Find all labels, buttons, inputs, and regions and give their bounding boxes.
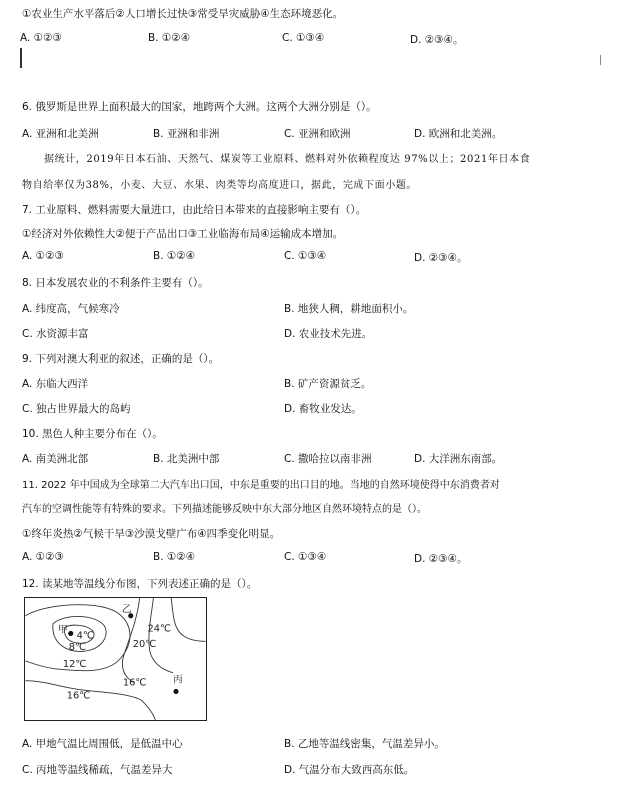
map-label-yi: 乙 bbox=[121, 603, 132, 615]
q6-option-a: A. 亚洲和北美洲 bbox=[22, 128, 99, 140]
q11-stem-line-2: 汽车的空调性能等有特殊的要求。下列描述能够反映中东大部分地区自然环境特点的是（）。 bbox=[22, 504, 427, 515]
map-label-24c: 24℃ bbox=[147, 623, 172, 635]
q7-statement: ①经济对外依赖性大②便于产品出口③工业临海布局④运输成本增加。 bbox=[22, 228, 344, 240]
map-label-20c: 20℃ bbox=[132, 639, 157, 651]
q9-option-a: A. 东临大西洋 bbox=[22, 378, 89, 390]
isotherm-map bbox=[24, 597, 207, 721]
q7-option-a: A. ①②③ bbox=[22, 250, 64, 262]
q9-option-b: B. 矿产资源贫乏。 bbox=[284, 378, 372, 390]
q12-option-c: C. 丙地等温线稀疏，气温差异大 bbox=[22, 764, 173, 776]
q6-option-b: B. 亚洲和非洲 bbox=[153, 128, 220, 140]
q11-option-a: A. ①②③ bbox=[22, 551, 64, 563]
q5-option-d: D. ②③④。 bbox=[410, 34, 464, 46]
q10-option-a: A. 南美洲北部 bbox=[22, 453, 89, 465]
q9-option-c: C. 独占世界最大的岛屿 bbox=[22, 403, 131, 415]
q12-option-d: D. 气温分布大致西高东低。 bbox=[284, 764, 415, 776]
q12-option-b: B. 乙地等温线密集，气温差异小。 bbox=[284, 738, 445, 750]
q5-statement: ①农业生产水平落后②人口增长过快③常受旱灾威胁④生态环境恶化。 bbox=[22, 8, 344, 20]
q11-option-c: C. ①③④ bbox=[284, 551, 327, 563]
q6-option-d: D. 欧洲和北美洲。 bbox=[414, 128, 503, 140]
q11-option-d: D. ②③④。 bbox=[414, 553, 468, 565]
q8-option-c: C. 水资源丰富 bbox=[22, 328, 89, 340]
page-corner-mark bbox=[20, 48, 22, 68]
q11-stem-line-1: 11. 2022 年中国成为全球第二大汽车出口国，中东是重要的出口目的地。当地的自然环境使得中东消费者对 bbox=[22, 480, 500, 491]
map-label-16c-middle: 16℃ bbox=[122, 677, 147, 689]
map-label-bing: 丙 bbox=[173, 674, 183, 686]
q7-option-d: D. ②③④。 bbox=[414, 252, 468, 264]
map-label-8c: 8℃ bbox=[68, 642, 87, 654]
q8-stem: 8. 日本发展农业的不利条件主要有（）。 bbox=[22, 277, 209, 289]
map-label-16c-west: 16℃ bbox=[66, 690, 91, 702]
q10-option-d: D. 大洋洲东南部。 bbox=[414, 453, 503, 465]
q7-stem: 7. 工业原料、燃料需要大量进口，由此给日本带来的直接影响主要有（）。 bbox=[22, 204, 367, 216]
q7-option-c: C. ①③④ bbox=[284, 250, 327, 262]
q12-stem: 12. 读某地等温线分布图，下列表述正确的是（）。 bbox=[22, 578, 258, 590]
q11-statement: ①终年炎热②气候干旱③沙漠戈壁广布④四季变化明显。 bbox=[22, 528, 281, 540]
q9-option-d: D. 畜牧业发达。 bbox=[284, 403, 362, 415]
q6-option-c: C. 亚洲和欧洲 bbox=[284, 128, 351, 140]
q8-option-d: D. 农业技术先进。 bbox=[284, 328, 373, 340]
q7-option-b: B. ①②④ bbox=[153, 250, 196, 262]
map-label-jia: 甲 bbox=[57, 624, 68, 636]
q6-stem: 6. 俄罗斯是世界上面积最大的国家，地跨两个大洲。这两个大洲分别是（）。 bbox=[22, 101, 377, 113]
q5-option-c: C. ①③④ bbox=[282, 32, 325, 44]
q12-option-a: A. 甲地气温比周围低，是低温中心 bbox=[22, 738, 183, 750]
q5-option-a: A. ①②③ bbox=[20, 32, 62, 44]
passage-line-1: 据统计，2019年日本石油、天然气、煤炭等工业原料、燃料对外依赖程度达 97%以上；2021年日本食 bbox=[44, 154, 531, 165]
q8-option-b: B. 地狭人稠，耕地面积小。 bbox=[284, 303, 414, 315]
q9-stem: 9. 下列对澳大利亚的叙述，正确的是（）。 bbox=[22, 353, 220, 365]
q5-option-b: B. ①②④ bbox=[148, 32, 191, 44]
page-edge-mark bbox=[600, 55, 601, 65]
map-label-4c: 4℃ bbox=[76, 630, 94, 642]
passage-line-2: 物自给率仅为38%，小麦、大豆、水果、肉类等均高度进口，据此，完成下面小题。 bbox=[22, 180, 418, 191]
q10-option-b: B. 北美洲中部 bbox=[153, 453, 220, 465]
q11-option-b: B. ①②④ bbox=[153, 551, 196, 563]
map-label-12c: 12℃ bbox=[62, 658, 87, 670]
q10-stem: 10. 黑色人种主要分布在（）。 bbox=[22, 428, 163, 440]
q8-option-a: A. 纬度高，气候寒冷 bbox=[22, 303, 120, 315]
q10-option-c: C. 撒哈拉以南非洲 bbox=[284, 453, 372, 465]
